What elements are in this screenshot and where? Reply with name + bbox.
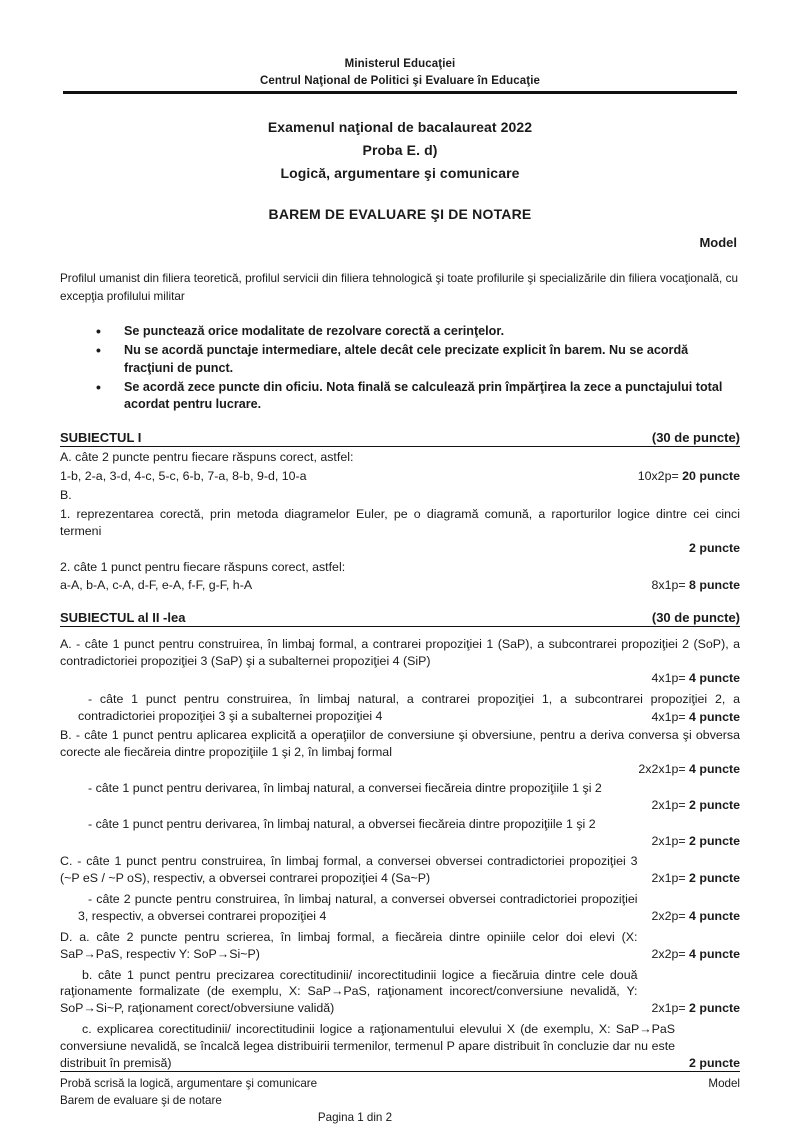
subject-2-db-points: 2x1p= 2 puncte [651, 1001, 740, 1016]
subject-2-a2-text: - câte 1 punct pentru construirea, în limbaj natural, a contrarei propoziţiei 1, a subcontrarei propoziţiei 2, a contradictoriei propoziţiei 3 şi a subalternei propoziţiei 4 [78, 691, 740, 723]
subject-2-dc-points: 2 puncte [689, 1055, 740, 1070]
subject-2-a2-points: 4x1p= 4 puncte [651, 709, 740, 724]
subject-2-c2-row [60, 889, 740, 925]
footer-top-row [60, 1076, 740, 1093]
subject-2-db-text: b. câte 1 punct pentru precizarea corectitudinii/ incorectitudinii logice a fiecăruia dintre cele două raţionamente formalizate (de exemplu, X: SaP→PaS, raţionament incorect/conversiune nevalidă, Y: SoP→Si~P, raţionament corect/obversiune validă) [60, 967, 638, 1016]
subject-2-c2-points: 2x2p= 4 puncte [651, 908, 740, 923]
footer-divider [60, 1071, 740, 1072]
subject-2-da-text: D. a. câte 2 puncte pentru scrierea, în limbaj formal, a fiecăreia dintre opiniile celor doi elevi (X: SaP→PaS, respectiv Y: SoP→Si~P) [60, 929, 638, 961]
exam-title-line1: Examenul naţional de bacalaureat 2022 [267, 119, 533, 136]
exam-title-line3: Logică, argumentare şi comunicare [280, 164, 520, 181]
spacer [60, 627, 740, 634]
subject-1-title: SUBIECTUL I [60, 430, 142, 446]
subject-2-b3-points: 2x1p= 2 puncte [651, 833, 740, 848]
subject-1-b1-points: 2 puncte [689, 540, 740, 555]
model-label-top: Model [699, 235, 737, 251]
subject-2-da-points: 2x2p= 4 puncte [651, 946, 740, 961]
list-item: • Se punctează orice modalitate de rezolvare corectă a cerinţelor. [96, 323, 740, 341]
subject-1-b2-answers: a-A, b-A, c-A, d-F, e-A, f-F, g-F, h-A [60, 578, 253, 593]
subject-1-a-answers: 1-b, 2-a, 3-d, 4-c, 5-c, 6-b, 7-a, 8-b, 9-d, 10-a [60, 469, 307, 484]
subject-2-da-row [60, 927, 740, 963]
subject-2-title: SUBIECTUL al II -lea [60, 610, 186, 626]
subject-2-points: (30 de puncte) [651, 610, 740, 626]
subject-2-heading [60, 610, 740, 627]
subject-2-dc-row [60, 1019, 740, 1072]
subject-2-dc-text: c. explicarea corectitudinii/ incorectitudinii logice a raţionamentului elevului X (de exemplu, X: SaP→PaS conversiune nevalidă, se încalcă legea distribuirii termenilor, termenul P apare distribuit în concluzie dar nu este distribuit în premisă) [60, 1022, 676, 1070]
center-line: Centrul Naţional de Politici şi Evaluare în Educaţie [260, 74, 540, 87]
page-footer [60, 1071, 740, 1124]
subject-2-b1-text: B. - câte 1 punct pentru aplicarea explicită a operaţiilor de conversiune şi obversiune, pentru a deriva conversa şi obversa corecte ale fiecăreia dintre propoziţiile 1 şi 2, în limbaj formal [60, 728, 740, 760]
footer-page-number: Pagina 1 din 2 [317, 1111, 393, 1124]
subject-1-a-answers-row [60, 468, 740, 485]
subject-2-c1-text: C. - câte 1 punct pentru construirea, în limbaj formal, a conversei obversei contradictoriei propoziţiei 3 (~P eS / ~P oS), respectiv, a obversei contrarei propoziţiei 4 (Sa~P) [60, 854, 638, 886]
subject-2-c1-row [60, 851, 740, 887]
subject-1-a-intro: A. câte 2 puncte pentru fiecare răspuns corect, astfel: [60, 450, 354, 465]
exam-title [60, 116, 740, 184]
subject-2-a1-points: 4x1p= 4 puncte [651, 670, 740, 685]
subject-2-c1-points: 2x1p= 2 puncte [651, 871, 740, 886]
exam-title-line2: Proba E. d) [362, 142, 438, 159]
profile-note: Profilul umanist din filiera teoretică, profilul servicii din filiera tehnologică şi toate profilurile şi specializările din filiera vocaţională, cu excepţia profilului militar [60, 272, 738, 303]
subject-2-a2-row [60, 689, 740, 725]
list-item: • Nu se acordă punctaje intermediare, altele decât cele precizate explicit în barem. Nu se acordă fracţiuni de punct. [96, 342, 740, 378]
subject-2-db-row [60, 965, 740, 1018]
subject-1-points: (30 de puncte) [651, 430, 740, 446]
header-divider [63, 91, 737, 94]
subject-2-a1-text: A. - câte 1 punct pentru construirea, în limbaj formal, a contrarei propoziţiei 1 (SaP), a subcontrarei propoziţiei 2 (SoP), a contradictoriei propoziţiei 3 (SaP) şi a subalternei propoziţiei 4 (SiP) [60, 637, 740, 669]
footer-exam-label: Probă scrisă la logică, argumentare şi comunicare [60, 1077, 318, 1091]
subject-2-b3-text: - câte 1 punct pentru derivarea, în limbaj natural, a obversei fiecăreia dintre propoziţiile 1 şi 2 [88, 816, 596, 831]
subject-1-a-points: 10x2p= 20 puncte [637, 469, 740, 484]
subject-2-b2-points: 2x1p= 2 puncte [651, 797, 740, 812]
institution-header [60, 0, 740, 89]
list-item: • Se acordă zece puncte din oficiu. Nota finală se calculează prin împărţirea la zece a punctajului total acordat pentru lucrare. [96, 379, 740, 415]
scoring-rules-list [60, 323, 740, 414]
subject-1-b1-text: 1. reprezentarea corectă, prin metoda diagramelor Euler, pe o diagramă comună, a raporturilor logice dintre cei cinci termeni [60, 506, 740, 538]
subject-2-b2-text: - câte 1 punct pentru derivarea, în limbaj natural, a conversei fiecăreia dintre propoziţiile 1 şi 2 [88, 780, 602, 795]
subject-1-b2-intro: 2. câte 1 punct pentru fiecare răspuns corect, astfel: [60, 559, 346, 574]
subject-1-b2-answers-row [60, 577, 740, 594]
subject-1-b2-points: 8x1p= 8 puncte [651, 578, 740, 593]
footer-model-label: Model [708, 1077, 740, 1091]
subject-1-b-label: B. [60, 488, 72, 503]
footer-barem-label: Barem de evaluare şi de notare [60, 1094, 222, 1108]
subject-1-heading [60, 430, 740, 447]
subject-2-c2-text: - câte 2 puncte pentru construirea, în limbaj natural, a conversei obversei contradictoriei propoziţiei 3, respectiv, a obversei contrarei propoziţiei 4 [78, 892, 638, 923]
barem-title: BAREM DE EVALUARE ŞI DE NOTARE [268, 206, 532, 223]
ministry-line: Ministerul Educaţiei [344, 58, 456, 70]
subject-2-b1-points: 2x2x1p= 4 puncte [638, 762, 740, 777]
